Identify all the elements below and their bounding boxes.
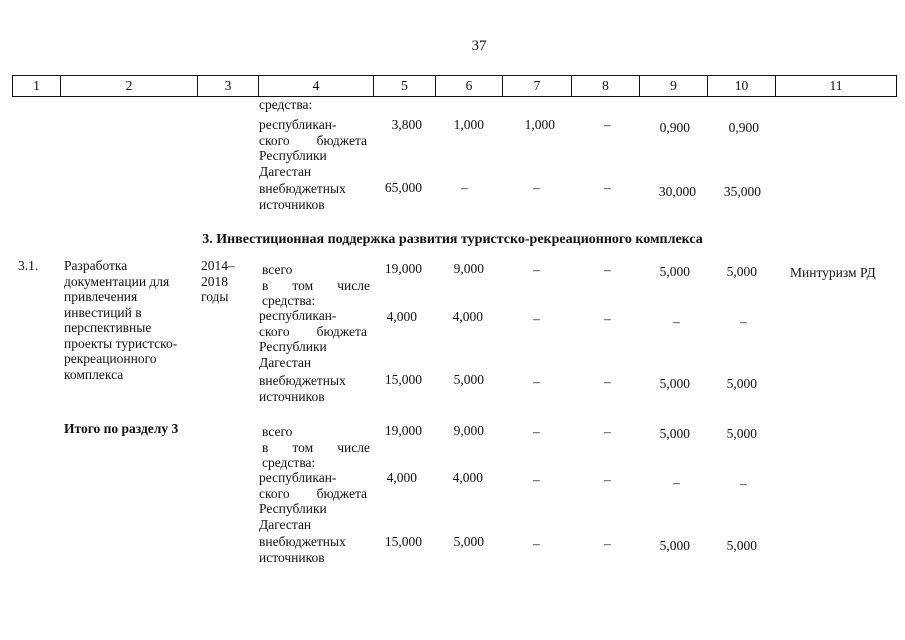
- cell-value: –: [533, 262, 540, 277]
- label-line: республикан-: [259, 308, 337, 323]
- cell-value: 3,800: [391, 117, 422, 132]
- header-col-9: 9: [639, 75, 708, 97]
- name-line: инвестиций в: [64, 304, 142, 320]
- cell-value: –: [604, 424, 611, 439]
- itogo-total-label: [262, 424, 370, 471]
- name-line: Разработка: [64, 258, 128, 273]
- cell-value: 4,000: [386, 309, 417, 324]
- cell-value: –: [533, 536, 540, 551]
- cell-value: 4,000: [452, 470, 483, 485]
- cell-value: –: [461, 180, 468, 195]
- total-label: [262, 262, 370, 309]
- header-col-4: 4: [258, 75, 374, 97]
- label-line: Республики: [259, 339, 327, 354]
- cell-value: –: [604, 311, 611, 326]
- cell-value: 5,000: [726, 264, 757, 279]
- cell-value: –: [533, 424, 540, 439]
- label-line: ского бюджета: [259, 485, 367, 501]
- cell-value: –: [604, 536, 611, 551]
- label-line: внебюджетных: [259, 373, 346, 388]
- label-line: ского бюджета: [259, 132, 367, 148]
- cell-value: 19,000: [384, 423, 422, 438]
- cont-extra-label: [259, 181, 346, 212]
- cell-value: 5,000: [659, 426, 690, 441]
- cell-value: –: [673, 314, 680, 329]
- cell-value: –: [604, 374, 611, 389]
- cell-value: 15,000: [384, 534, 422, 549]
- label-line: источников: [259, 196, 325, 212]
- label-line: средства:: [262, 293, 316, 308]
- itogo-republic-label: [259, 470, 367, 532]
- cell-value: –: [533, 180, 540, 195]
- label-line: источников: [259, 388, 325, 404]
- cell-value: 5,000: [659, 538, 690, 553]
- header-col-5: 5: [373, 75, 436, 97]
- republic-label: [259, 308, 367, 370]
- cell-value: 0,900: [728, 120, 759, 135]
- name-line: перспективные: [64, 320, 152, 335]
- year-line: годы: [201, 289, 229, 304]
- label-line: в том числе: [262, 439, 370, 455]
- header-col-1: 1: [12, 75, 61, 97]
- label-line: внебюджетных: [259, 181, 346, 196]
- row-name: [64, 258, 177, 382]
- cell-value: –: [604, 262, 611, 277]
- label-line: в том числе: [262, 277, 370, 293]
- label-line: внебюджетных: [259, 534, 346, 549]
- cell-value: 5,000: [453, 534, 484, 549]
- cell-value: –: [604, 472, 611, 487]
- cell-value: 35,000: [723, 184, 761, 199]
- header-col-8: 8: [571, 75, 640, 97]
- cell-value: –: [740, 476, 747, 491]
- label-line: Дагестан: [259, 354, 312, 370]
- cell-value: 4,000: [452, 309, 483, 324]
- row-number: 3.1.: [18, 258, 39, 273]
- label-line: Дагестан: [259, 163, 312, 179]
- name-line: рекреационного: [64, 351, 157, 366]
- label-line: всего: [262, 424, 293, 439]
- label-line: средства:: [262, 455, 316, 470]
- label-line: источников: [259, 549, 325, 565]
- page-number: 37: [471, 38, 487, 54]
- header-col-7: 7: [502, 75, 572, 97]
- name-line: привлечения: [64, 289, 138, 304]
- label-line: республикан-: [259, 470, 337, 485]
- cell-value: 1,000: [524, 117, 555, 132]
- executor: Минтуризм РД: [790, 265, 876, 280]
- name-line: документации для: [64, 273, 170, 289]
- section-title: 3. Инвестиционная поддержка развития туристско-рекреационного комплекса: [202, 232, 703, 247]
- header-col-10: 10: [707, 75, 776, 97]
- label-line: Дагестан: [259, 516, 312, 532]
- cell-value: –: [533, 374, 540, 389]
- row-years: [201, 258, 235, 305]
- cell-value: 9,000: [453, 261, 484, 276]
- cell-value: –: [604, 117, 611, 132]
- cell-value: 30,000: [658, 184, 696, 199]
- label-line: республикан-: [259, 117, 337, 132]
- cell-value: –: [604, 180, 611, 195]
- cont-sredstva: средства:: [259, 97, 313, 112]
- cell-value: 5,000: [453, 372, 484, 387]
- name-line: комплекса: [64, 366, 124, 382]
- cont-republic-label: [259, 117, 367, 179]
- cell-value: –: [533, 311, 540, 326]
- cell-value: 5,000: [726, 376, 757, 391]
- itogo-label: Итого по разделу 3: [64, 421, 179, 436]
- cell-value: 5,000: [659, 376, 690, 391]
- cell-value: 0,900: [659, 120, 690, 135]
- header-col-2: 2: [60, 75, 198, 97]
- cell-value: –: [673, 475, 680, 490]
- cell-value: 9,000: [453, 423, 484, 438]
- year-line: 2014–: [201, 258, 235, 273]
- cell-value: 65,000: [384, 180, 422, 195]
- cell-value: –: [740, 314, 747, 329]
- cell-value: –: [533, 472, 540, 487]
- cell-value: 5,000: [659, 264, 690, 279]
- extra-label: [259, 373, 346, 404]
- cell-value: 15,000: [384, 372, 422, 387]
- header-col-6: 6: [435, 75, 503, 97]
- label-line: всего: [262, 262, 293, 277]
- cell-value: 4,000: [386, 470, 417, 485]
- header-col-3: 3: [197, 75, 259, 97]
- cell-value: 5,000: [726, 538, 757, 553]
- label-line: Республики: [259, 148, 327, 163]
- cell-value: 1,000: [453, 117, 484, 132]
- itogo-extra-label: [259, 534, 346, 565]
- label-line: Республики: [259, 501, 327, 516]
- year-line: 2018: [201, 273, 228, 289]
- header-col-11: 11: [775, 75, 897, 97]
- name-line: проекты туристско-: [64, 335, 178, 351]
- label-line: ского бюджета: [259, 323, 367, 339]
- cell-value: 5,000: [726, 426, 757, 441]
- cell-value: 19,000: [384, 261, 422, 276]
